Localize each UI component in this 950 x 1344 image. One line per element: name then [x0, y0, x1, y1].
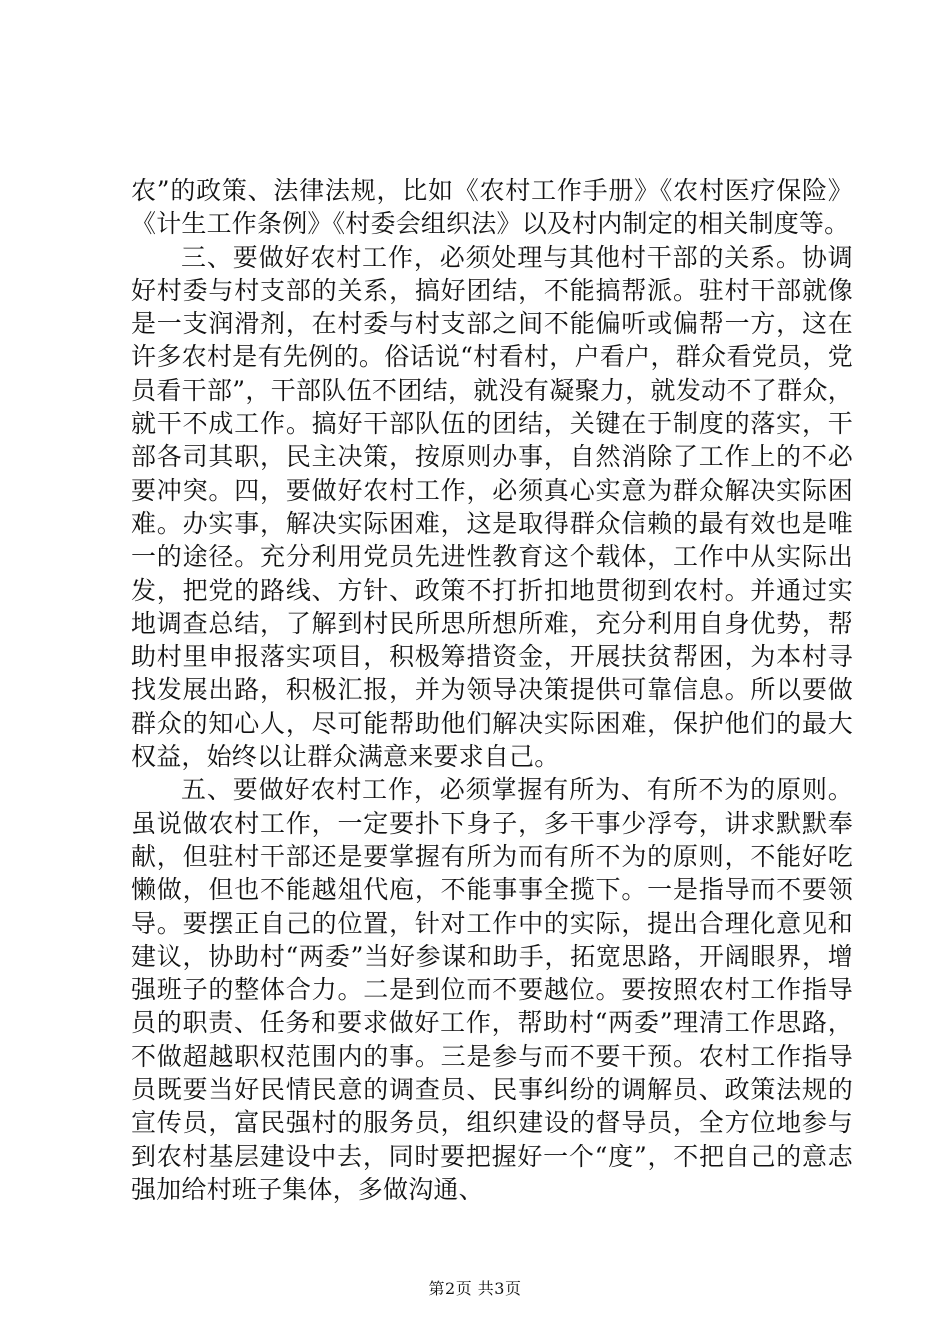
document-body: [131, 174, 853, 1206]
paragraph-section-five: 五、要做好农村工作，必须掌握有所为、有所不为的原则。虽说做农村工作，一定要扑下身子，多干事少浮夸，讲求默默奉献，但驻村干部还是要掌握有所为而有所不为的原则，不能好吃懒做，但也不能越俎代庖，不能事事全揽下。一是指导而不要领导。要摆正自己的位置，针对工作中的实际，提出合理化意见和建议，协助村“两委”当好参谋和助手，拓宽思路，开阔眼界，增强班子的整体合力。二是到位而不要越位。要按照农村工作指导员的职责、任务和要求做好工作，帮助村“两委”理清工作思路，不做超越职权范围内的事。三是参与而不要干预。农村工作指导员既要当好民情民意的调查员、民事纠纷的调解员、政策法规的宣传员，富民强村的服务员，组织建设的督导员，全方位地参与到农村基层建设中去，同时要把握好一个“度”，不把自己的意志强加给村班子集体，多做沟通、: [131, 775, 853, 1204]
paragraph-section-three-four: 三、要做好农村工作，必须处理与其他村干部的关系。协调好村委与村支部的关系，搞好团结，不能搞帮派。驻村干部就像是一支润滑剂，在村委与村支部之间不能偏听或偏帮一方，这在许多农村是有先例的。俗话说“村看村，户看户，群众看党员，党员看干部”，干部队伍不团结，就没有凝聚力，就发动不了群众，就干不成工作。搞好干部队伍的团结，关键在于制度的落实，干部各司其职，民主决策，按原则办事，自然消除了工作上的不必要冲突。四，要做好农村工作，必须真心实意为群众解决实际困难。办实事，解决实际困难，这是取得群众信赖的最有效也是唯一的途径。充分利用党员先进性教育这个载体，工作中从实际出发，把党的路线、方针、政策不打折扣地贯彻到农村。并通过实地调查总结，了解到村民所思所想所难，充分利用自身优势，帮助村里申报落实项目，积极筹措资金，开展扶贫帮困，为本村寻找发展出路，积极汇报，并为领导决策提供可靠信息。所以要做群众的知心人，尽可能帮助他们解决实际困难，保护他们的最大权益，始终以让群众满意来要求自己。: [131, 242, 853, 772]
paragraph-continuation: 农”的政策、法律法规，比如《农村工作手册》《农村医疗保险》《计生工作条例》《村委会组织法》以及村内制定的相关制度等。: [131, 176, 853, 239]
page-footer: 第2页 共3页: [428, 1279, 522, 1298]
